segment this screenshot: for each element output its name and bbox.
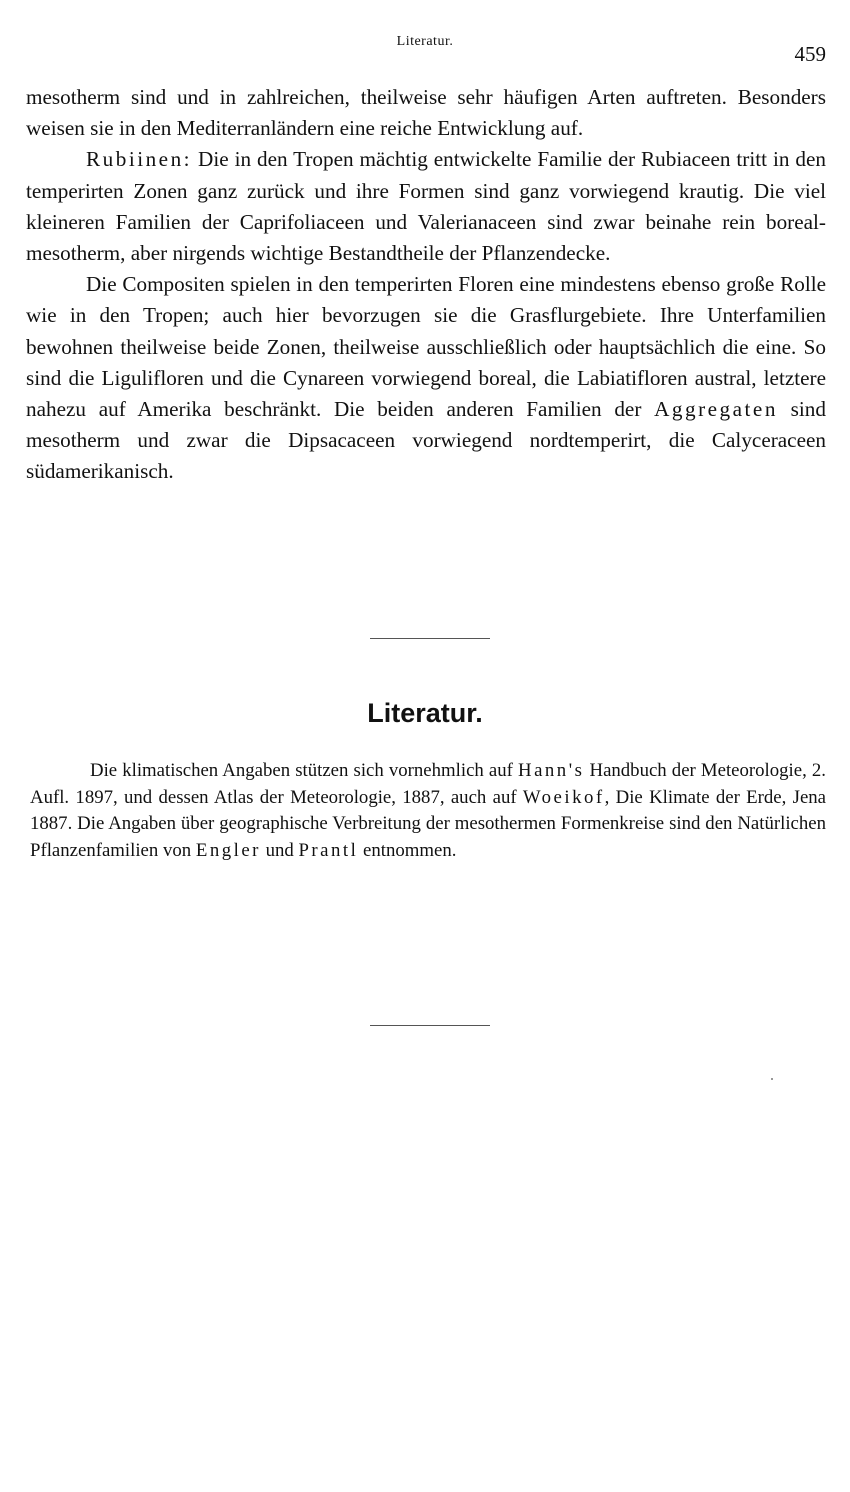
literature-paragraph — [30, 758, 826, 864]
literature-text: entnommen. — [358, 839, 457, 861]
author-name: Engler — [195, 839, 261, 861]
paragraph-lead-term: Rubiinen: — [86, 147, 193, 172]
section-title: Literatur. — [367, 698, 483, 728]
paragraph-continuation: mesotherm sind und in zahlreichen, theilweise sehr häufigen Arten auftreten. Besonders weisen sie in den Mediterranländern eine reiche Entwicklung auf. — [26, 85, 826, 141]
paragraph-text: Die in den Tropen mächtig entwickelte Familie der Rubiaceen tritt in den temperirten Zonen ganz zurück und ihre Formen sind ganz vorwiegend krautig. Die viel kleineren Familien der Caprifoliaceen und Valerianaceen sind zwar beinahe rein boreal-mesotherm, aber nirgends wichtige Bestandtheile der Pflanzendecke. — [26, 147, 826, 266]
paragraph-text: sind mesotherm und zwar die Dipsacaceen vorwiegend nordtemperirt, die Calyceraceen südamerikanisch. — [26, 397, 826, 484]
literature-text: und — [260, 839, 299, 861]
paragraph-rubiinen — [26, 144, 826, 269]
print-speck — [771, 1078, 773, 1080]
main-body — [26, 82, 826, 488]
literature-note — [30, 758, 826, 864]
section-divider — [370, 638, 490, 639]
emphasized-term: Aggregaten — [654, 397, 778, 422]
running-head: Literatur. — [396, 34, 454, 49]
author-name: Woeikof — [522, 786, 605, 808]
paragraph-compositen — [26, 269, 826, 487]
author-name: Prantl — [298, 839, 359, 861]
page-number: 459 — [794, 42, 826, 66]
paragraph-text: Die Compositen spielen in den temperirten Floren eine mindestens ebenso große Rolle wie in den Tropen; auch hier bevorzugen sie die Grasflurgebiete. Ihre Unterfamilien bewohnen theilweise beide Zonen, theilweise ausschließlich oder hauptsächlich die eine. So sind die Ligulifloren und die Cynareen vorwiegend boreal, die Labiatifloren austral, letztere nahezu auf Amerika beschränkt. Die beiden anderen Familien der — [26, 272, 826, 422]
literature-text: Handbuch der Meteorologie, 2. Aufl. 1897, und dessen Atlas der Meteorologie, 1887, auch auf — [30, 760, 826, 808]
author-name: Hann's — [518, 760, 585, 781]
literature-text: Die klimatischen Angaben stützen sich vornehmlich auf — [90, 760, 519, 781]
literature-text: , Die Klimate der Erde, Jena 1887. Die Angaben über geographische Verbreitung der mesothermen Formenkreise sind den Natürlichen Pflanzenfamilien von — [30, 786, 827, 861]
end-divider — [370, 1025, 490, 1026]
